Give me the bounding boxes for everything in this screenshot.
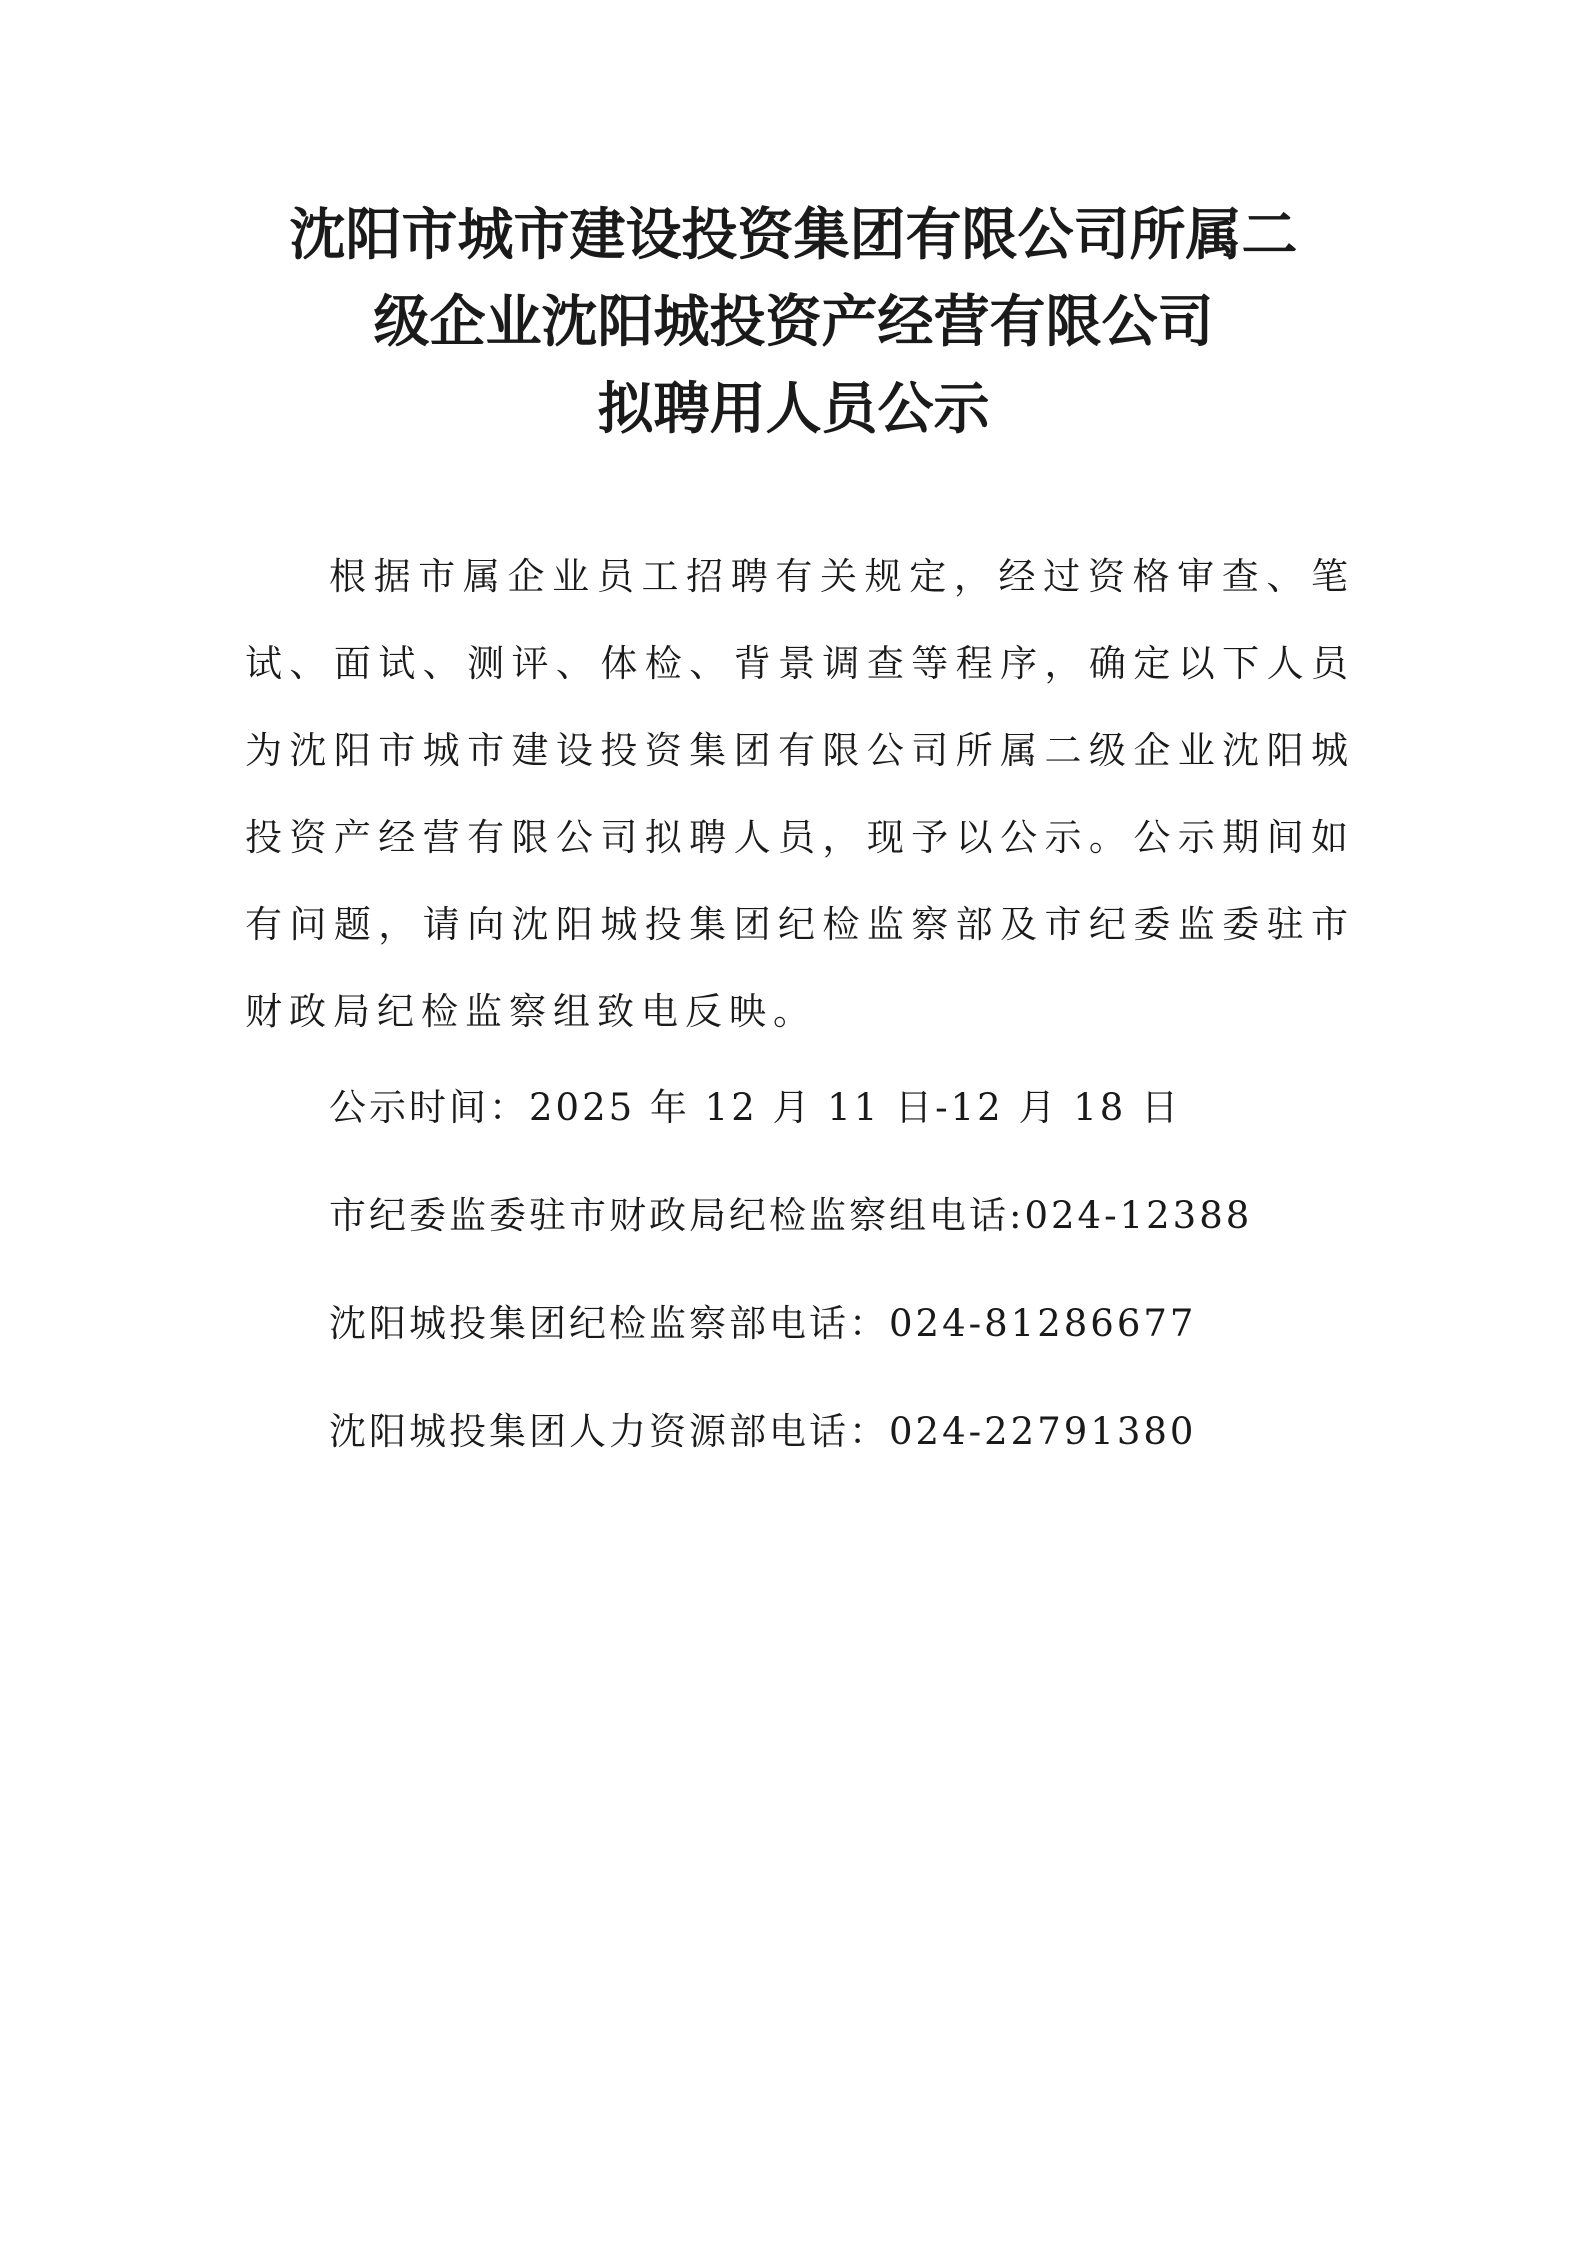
document-title — [0, 192, 1587, 453]
document-body — [245, 533, 1355, 1055]
contact-line-discipline-inspection-group: 市纪委监委驻市财政局纪检监察组电话:024-12388 — [329, 1194, 1253, 1237]
title-line-2: 级企业沈阳城投资产经营有限公司 — [373, 289, 1214, 355]
contact-line-hr-department: 沈阳城投集团人力资源部电话：024-22791380 — [329, 1410, 1197, 1453]
notice-period: 公示时间：2025 年 12 月 11 日-12 月 18 日 — [329, 1086, 1182, 1129]
announcement-paragraph: 根据市属企业员工招聘有关规定，经过资格审查、笔试、面试、测评、体检、背景调查等程序，确定以下人员为沈阳市城市建设投资集团有限公司所属二级企业沈阳城投资产经营有限公司拟聘人员，现予以公示。公示期间如有问题，请向沈阳城投集团纪检监察部及市纪委监委驻市财政局纪检监察组致电反映。 — [245, 555, 1355, 1033]
title-line-3: 拟聘用人员公示 — [597, 376, 990, 442]
title-line-1: 沈阳市城市建设投资集团有限公司所属二 — [289, 202, 1298, 268]
contact-line-discipline-department: 沈阳城投集团纪检监察部电话：024-81286677 — [329, 1302, 1197, 1345]
